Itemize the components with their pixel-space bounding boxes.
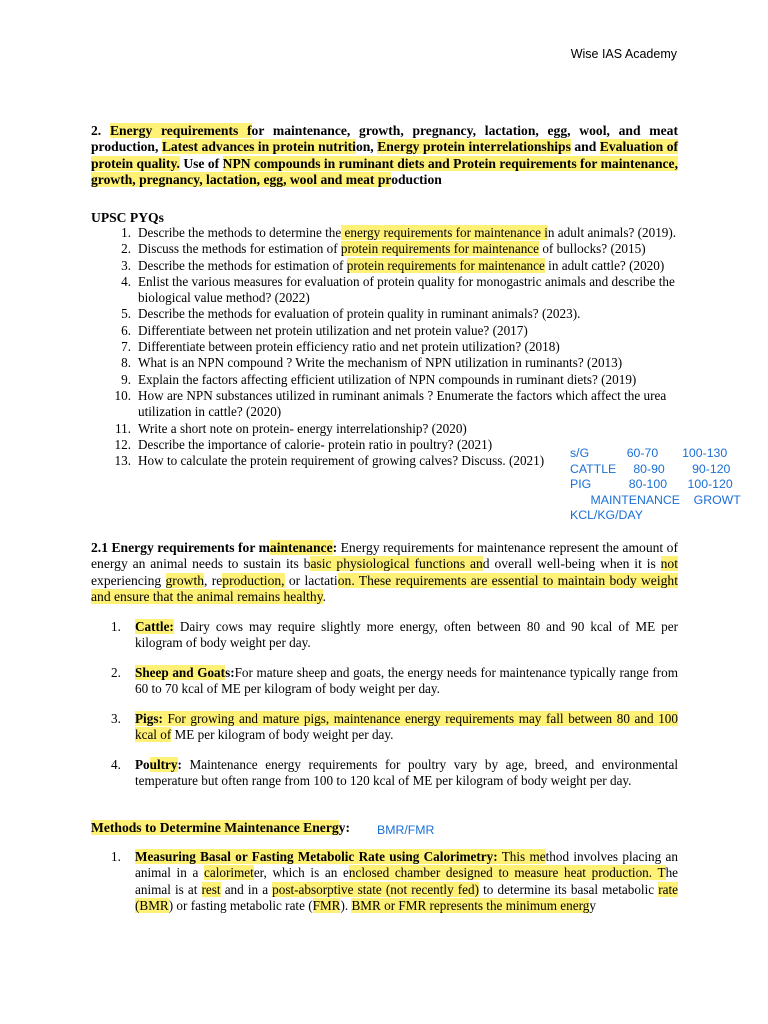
pyq-text: Explain the factors affecting efficient utilization of NPN compounds in ruminant diets? (2019) — [138, 371, 637, 387]
pyq-text: Enlist the various measures for evaluation of protein quality for monogastric animals and describe the biological value method? (2022) — [138, 273, 675, 306]
pyq-item-number: 10. — [114, 387, 131, 403]
pyq-item — [91, 388, 678, 421]
pyq-text: How to calculate the protein requirement of growing calves? Discuss. (2021) — [138, 453, 545, 469]
pyq-text: Write a short note on protein- energy interrelationship? (2020) — [138, 420, 467, 436]
pyq-text: Describe the methods for estimation of — [138, 257, 347, 273]
pyq-list — [91, 225, 678, 469]
pyq-item-number: 4. — [121, 273, 131, 289]
pyq-item-number: 11. — [115, 420, 131, 436]
animal-item-poultry: 4. Poultry: Maintenance energy requirements for poultry vary by age, breed, and environmental temperature but often range from 100 to 120 kcal of ME per kilogram of body weight per day. — [111, 757, 678, 789]
methods-heading: Methods to Determine Maintenance Energy: — [91, 820, 350, 835]
pyq-text: Describe the methods to determine the — [138, 225, 342, 240]
pyq-item — [91, 258, 678, 274]
pyq-text: Describe the methods for evaluation of protein quality in ruminant animals? (2023). — [138, 306, 581, 322]
pyq-item — [91, 274, 678, 307]
section-2-1: 2.1 Energy requirements for maintenance: Energy requirements for maintenance represent the amount of energy an animal needs to sustain its basic physiological functions and overall well-being when it is not experiencing growth, reproduction, or lactation. These requirements are essential to maintain body weight and ensure that the animal remains healthy. — [91, 540, 679, 605]
animal-item-pigs: 3. Pigs: For growing and mature pigs, maintenance energy requirements may fall between 80 and 100 kcal of ME per kilogram of body weight per day. — [111, 711, 678, 743]
pyq-item — [91, 355, 678, 371]
pyq-item-number: 3. — [121, 257, 131, 273]
pyq-highlight: protein requirements for maintenance — [340, 241, 540, 257]
pyq-item — [91, 241, 678, 257]
pyq-item-number: 9. — [121, 371, 131, 387]
pyq-text: Discuss the methods for estimation of — [138, 241, 341, 257]
page-header: Wise IAS Academy — [570, 47, 677, 61]
pyq-item-number: 6. — [121, 322, 131, 338]
bmr-fmr-note: BMR/FMR — [377, 823, 435, 837]
animal-item-cattle: 1. Cattle: Dairy cows may require slightly more energy, often between 80 and 90 kcal of ME per kilogram of body weight per day. — [111, 619, 678, 651]
pyq-item — [91, 339, 678, 355]
pyq-item-number: 5. — [121, 306, 131, 322]
pyq-text: Differentiate between protein efficiency ratio and net protein utilization? (2018) — [138, 339, 560, 355]
pyq-item — [91, 306, 678, 322]
pyq-text: What is an NPN compound ? Write the mechanism of NPN utilization in ruminants? (2013) — [138, 355, 623, 371]
pyq-text: in adult cattle? (2020) — [544, 257, 665, 273]
pyq-item — [91, 323, 678, 339]
pyq-title: UPSC PYQs — [91, 210, 164, 225]
pyq-item-number: 13. — [114, 453, 131, 469]
pyq-item-number: 8. — [121, 355, 131, 371]
pyq-item — [91, 372, 678, 388]
pyq-item-number: 2. — [121, 241, 131, 257]
pyq-text: Differentiate between net protein utilization and net protein value? (2017) — [138, 322, 528, 338]
pyq-item — [91, 225, 678, 241]
energy-table-note: s/G 60-70 100-130 CATTLE 80-90 90-120 PIG 80-100 100-120 MAINTENANCE GROWT KCL/KG/DAY — [570, 446, 741, 522]
topic-heading: 2. Energy requirements for maintenance, growth, pregnancy, lactation, egg, wool, and meat production, Latest advances in protein nutrition, Energy protein interrelationships and Evaluation of protein quality. Use of NPN compounds in ruminant diets and Protein requirements for maintenance, growth, pregnancy, lactation, egg, wool and meat production — [91, 123, 679, 188]
pyq-text: of bullocks? (2015) — [539, 241, 646, 257]
pyq-highlight: protein requirements for maintenance — [346, 257, 545, 273]
animal-item-sheep-goats: 2. Sheep and Goats:For mature sheep and goats, the energy needs for maintenance typically range from 60 to 70 kcal of ME per kilogram of body weight per day. — [111, 665, 679, 697]
method-item-calorimetry: 1. Measuring Basal or Fasting Metabolic Rate using Calorimetry: This method involves placing an animal in a calorimeter, which is an enclosed chamber designed to measure heat production. The animal is at rest and in a post-absorptive state (not recently fed) to determine its basal metabolic rate (BMR) or fasting metabolic rate (FMR). BMR or FMR represents the minimum energy — [111, 849, 679, 914]
pyq-text: n adult animals? (2019). — [547, 225, 677, 240]
pyq-item — [91, 421, 678, 437]
pyq-text: How are NPN substances utilized in ruminant animals ? Enumerate the factors which affect the urea utilization in cattle? (2020) — [138, 387, 667, 420]
pyq-item-number: 12. — [114, 436, 131, 452]
pyq-highlight: energy requirements for maintenance i — [341, 225, 548, 240]
pyq-item-number: 1. — [121, 225, 131, 240]
pyq-item-number: 7. — [121, 339, 131, 355]
pyq-text: Describe the importance of calorie- protein ratio in poultry? (2021) — [138, 436, 493, 452]
